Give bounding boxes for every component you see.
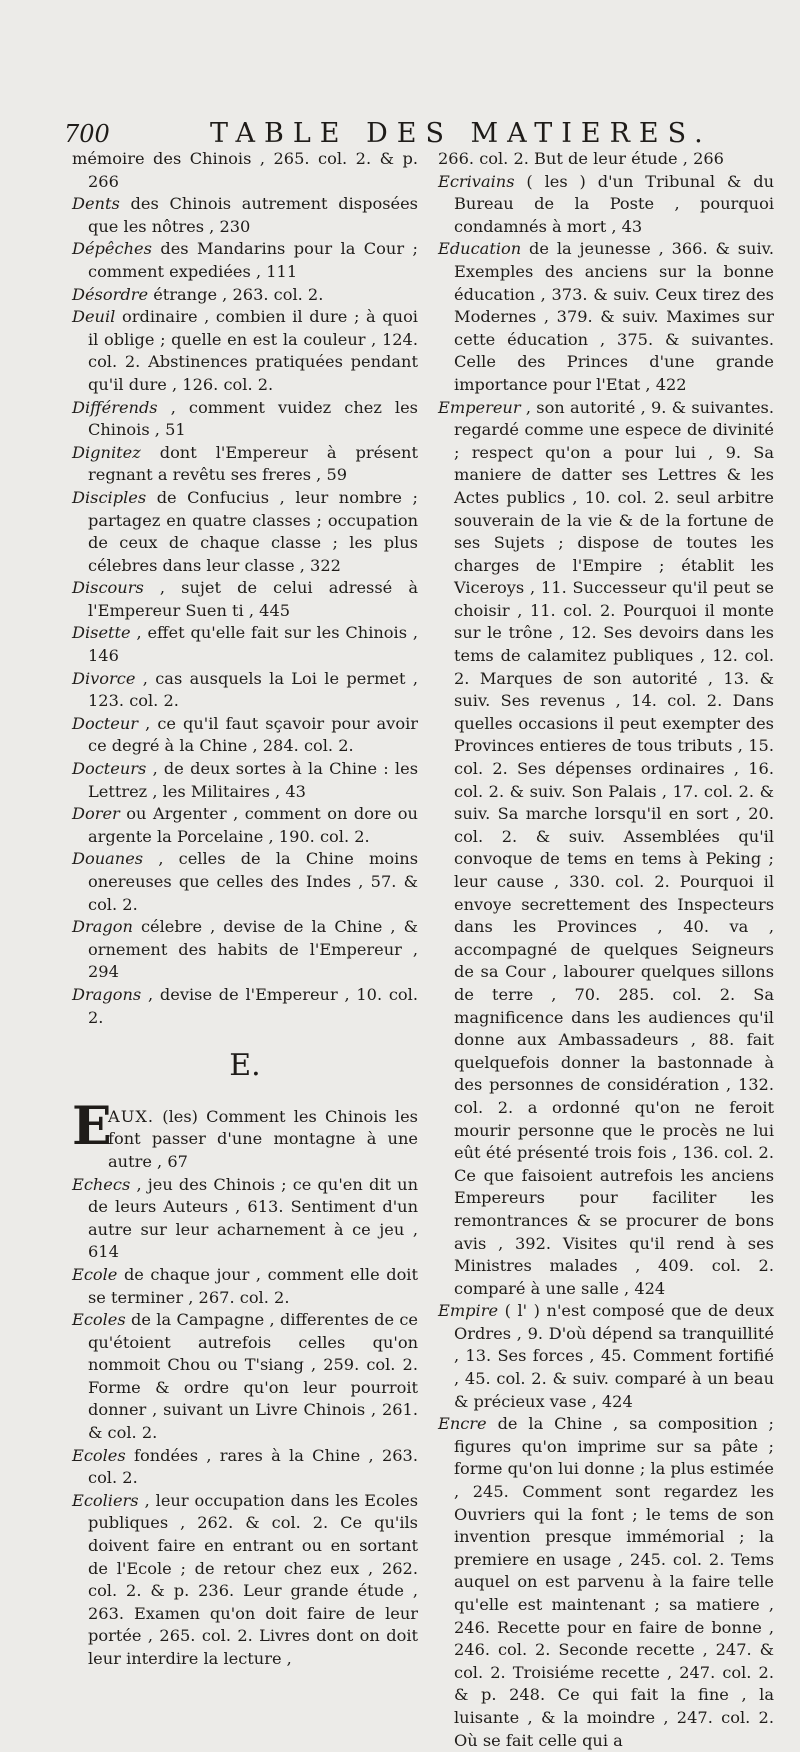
index-entry: mémoire des Chinois , 265. col. 2. & p. 266: [72, 149, 418, 191]
index-entry: Dragons , devise de l'Empereur , 10. col. 2.: [72, 984, 418, 1027]
index-entry: Disciples de Confucius , leur nombre ; partagez en quatre classes ; occupation de ceux de chaque classe ; les plus célebres dans leur classe , 322: [72, 487, 418, 575]
first-entry-text: (les) Comment les Chinois les font passer d'une montagne à une autre , 67: [108, 1106, 418, 1171]
index-entry: Dents des Chinois autrement disposées que les nôtres , 230: [72, 194, 418, 236]
drop-cap: E: [72, 1095, 112, 1157]
index-entry: Echecs , jeu des Chinois ; ce qu'en dit un de leurs Auteurs , 613. Sentiment d'un autre sur leur acharnement à ce jeu , 614: [72, 1174, 418, 1262]
index-entry: Docteurs , de deux sortes à la Chine : les Lettrez , les Militaires , 43: [72, 759, 418, 801]
index-entry: Ecoles de la Campagne , differentes de ce qu'étoient autrefois celles qu'on nommoit Chou ou T'siang , 259. col. 2. Forme & ordre qu'on leur pourroit donner , suivant un Livre Chinois , 261. & col. 2.: [72, 1310, 418, 1443]
index-entry: Différends , comment vuidez chez les Chinois , 51: [72, 397, 418, 440]
index-entry: Ecrivains ( les ) d'un Tribunal & du Bureau de la Poste , pourquoi condamnés à mort , 43: [438, 171, 774, 236]
index-entry: Dignitez dont l'Empereur à présent regnant a revêtu ses freres , 59: [72, 442, 418, 485]
right-column: [438, 148, 774, 1752]
index-entry: Deuil ordinaire , combien il dure ; à quoi il oblige ; quelle en est la couleur , 124. col. 2. Abstinences pratiquées pendant qu'il dure , 126. col. 2.: [72, 307, 418, 394]
page-header: [60, 116, 772, 150]
index-entry: Divorce , cas ausquels la Loi le permet , 123. col. 2.: [72, 668, 418, 711]
index-entry: Dragon célebre , devise de la Chine , & ornement des habits de l'Empereur , 294: [72, 917, 419, 982]
index-entry: Discours , sujet de celui adressé à l'Empereur Suen ti , 445: [72, 578, 418, 620]
index-entry: Docteur , ce qu'il faut sçavoir pour avoir ce degré à la Chine , 284. col. 2.: [72, 713, 418, 756]
index-entry-first: [72, 1095, 418, 1174]
left-column: [72, 148, 418, 1671]
first-entry-head: AUX.: [108, 1106, 155, 1126]
index-entry: Dépêches des Mandarins pour la Cour ; comment expediées , 111: [72, 239, 418, 281]
running-title: TABLE DES MATIERES.: [210, 118, 712, 149]
index-entry: Désordre étrange , 263. col. 2.: [72, 284, 324, 304]
index-entry: Disette , effet qu'elle fait sur les Chinois , 146: [72, 623, 418, 666]
index-entry: Education de la jeunesse , 366. & suiv. Exemples des anciens sur la bonne éducation , 373. & suiv. Ceux tirez des Modernes , 379. & suiv. Maximes sur cette éducation , 375. & suivantes. Celle des Princes d'une grande importance pour l'Etat , 422: [438, 239, 774, 394]
section-letter: E.: [229, 1048, 261, 1084]
index-entry: Ecole de chaque jour , comment elle doit se terminer , 267. col. 2.: [72, 1264, 418, 1307]
index-entry: Douanes , celles de la Chine moins onereuses que celles des Indes , 57. & col. 2.: [72, 849, 418, 914]
index-entry: Empire ( l' ) n'est composé que de deux Ordres , 9. D'où dépend sa tranquillité , 13. Ses forces , 45. Comment fortifié , 45. col. 2. & suiv. comparé à un beau & précieux vase , 424: [438, 1301, 774, 1411]
index-entry: Ecoliers , leur occupation dans les Ecoles publiques , 262. & col. 2. Ce qu'ils doivent faire en entrant ou en sortant de l'Ecole ; de retour chez eux , 262. col. 2. & p. 236. Leur grande étude , 263. Examen qu'on doit faire de leur portée , 265. col. 2. Livres dont on doit leur interdire la lecture ,: [72, 1490, 418, 1668]
page-number: 700: [64, 120, 110, 148]
index-entry: Empereur , son autorité , 9. & suivantes. regardé comme une espece de divinité ; respect qu'on a pour lui , 9. Sa maniere de datter ses Lettres & les Actes publics , 10. col. 2. seul arbitre souverain de la vie & de la fortune de ses Sujets ; dispose de toutes les charges de l'Empire ; établit les Viceroys , 11. Successeur qu'il peut se choisir , 11. col. 2. Pourquoi il monte sur le trône , 12. Ses devoirs dans les tems de calamitez publiques , 12. col. 2. Marques de son autorité , 13. & suiv. Ses revenus , 14. col. 2. Dans quelles occasions il peut exempter des Provinces entieres de tous tributs , 15. col. 2. Ses dépenses ordinaires , 16. col. 2. & suiv. Son Palais , 17. col. 2. & suiv. Sa marche lorsqu'il en sort , 20. col. 2. & suiv. Assemblées qu'il convoque de tems en tems à Peking ; leur cause , 330. col. 2. Pourquoi il envoye secrettement des Inspecteurs dans les Provinces , 40. va , accompagné de quelques Seigneurs de sa Cour , labourer quelques sillons de terre , 70. 285. col. 2. Sa magnificence dans les audiences qu'il donne aux Ambassadeurs , 88. fait quelquefois donner la bastonnade à des personnes de considération , 132. col. 2. a ordonné qu'on ne feroit mourir personne que le procès ne lui eût été présenté trois fois , 136. col. 2. Ce que faisoient autrefois les anciens Empereurs pour faciliter les remontrances & se procurer de bons avis , 392. Visites qu'il rend à ses Ministres malades , 409. col. 2. comparé à une salle , 424: [438, 397, 774, 1298]
index-entry: 266. col. 2. But de leur étude , 266: [438, 149, 724, 168]
index-entry: Encre de la Chine , sa composition ; figures qu'on imprime sur sa pâte ; forme qu'on lui donne ; la plus estimée , 245. Comment sont regardez les Ouvriers qui la font ; le tems de son invention presque immémorial ; la premiere en usage , 245. col. 2. Tems auquel on est parvenu à la faire telle qu'elle est maintenant ; sa matiere , 246. Recette pour en faire de bonne , 246. col. 2. Seconde recette , 247. & col. 2. Troisiéme recette , 247. col. 2. & p. 248. Ce qui fait la fine , la luisante , & la moindre , 247. col. 2. Où se fait celle qui a: [438, 1414, 774, 1750]
index-entry: Dorer ou Argenter , comment on dore ou argente la Porcelaine , 190. col. 2.: [72, 804, 418, 846]
index-entry: Ecoles fondées , rares à la Chine , 263. col. 2.: [72, 1445, 418, 1488]
